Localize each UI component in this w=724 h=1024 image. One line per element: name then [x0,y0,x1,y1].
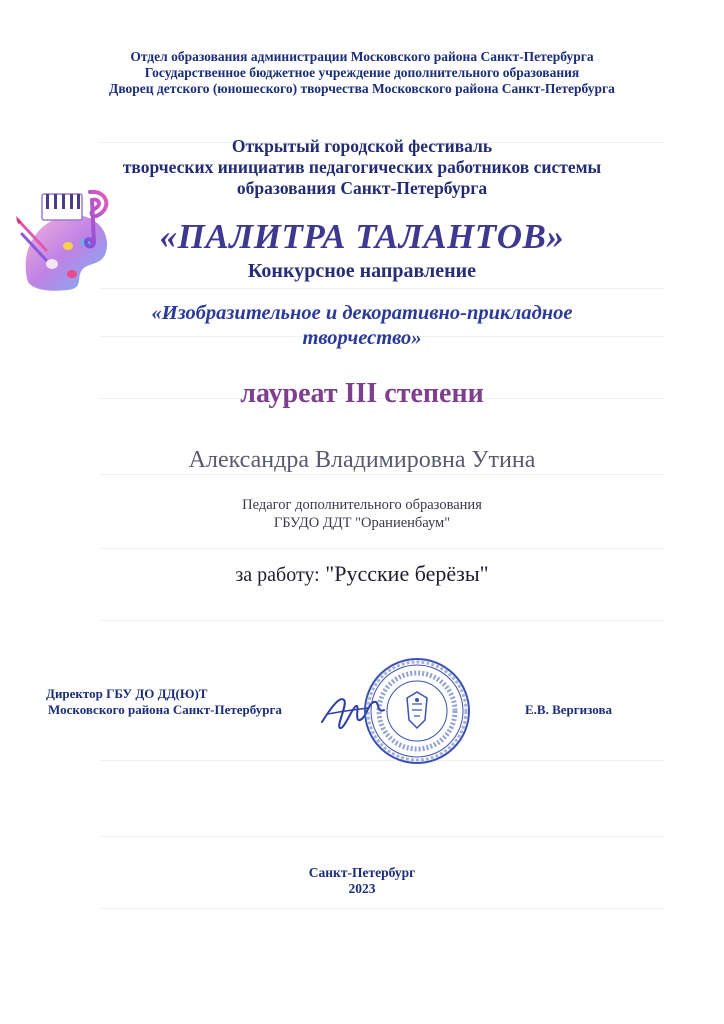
footer-year: 2023 [348,881,376,896]
festival-name: «ПАЛИТРА ТАЛАНТОВ» [159,217,565,256]
nomination-title [0,301,724,351]
nomination-label: Конкурсное направление [247,260,477,282]
signatory-title [46,686,282,718]
header-line: Отдел образования администрации Московского района Санкт-Петербурга [130,49,594,64]
recipient-details [0,496,724,532]
organization-seal [362,656,472,766]
recipient-name: Александра Владимировна Утина [188,447,536,473]
work-title: "Русские берёзы" [325,561,489,586]
bleed-through-line [100,548,664,549]
organization-header [0,49,724,97]
festival-line: образования Санкт-Петербурга [236,178,488,198]
footer [0,865,724,897]
recipient-organization: ГБУДО ДДТ "Ораниенбаум" [273,515,451,531]
signatory-title-line: Московского района Санкт-Петербурга [48,702,282,717]
festival-line: Открытый городской фестиваль [231,136,493,156]
bleed-through-line [100,620,664,621]
festival-line: творческих инициатив педагогических работников системы [122,157,602,177]
signatory-name: Е.В. Вергизова [525,702,613,717]
header-line: Дворец детского (юношеского) творчества Московского района Санкт-Петербурга [109,81,615,96]
footer-city: Санкт-Петербург [308,865,416,880]
work-prefix: за работу: [235,564,320,586]
recipient-position: Педагог дополнительного образования [242,497,482,513]
nomination-line: «Изобразительное и декоративно-прикладное [151,302,573,324]
work-line [0,560,724,589]
bleed-through-line [100,288,664,289]
bleed-through-line [100,836,664,837]
award-degree: лауреат III степени [240,378,484,409]
signatory-title-line: Директор ГБУ ДО ДД(Ю)Т [46,686,208,701]
bleed-through-line [100,908,664,909]
nomination-line: творчество» [302,327,422,349]
header-line: Государственное бюджетное учреждение дополнительного образования [144,65,580,80]
